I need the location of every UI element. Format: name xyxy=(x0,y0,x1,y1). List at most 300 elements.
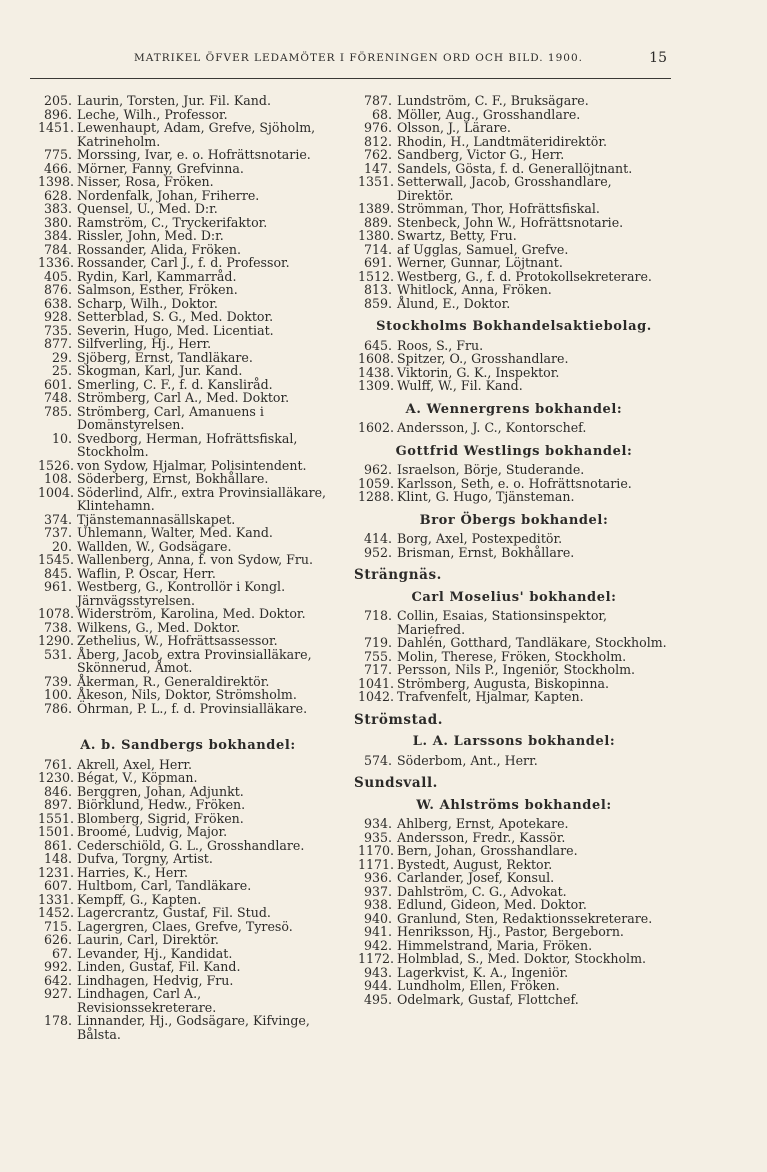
list-item xyxy=(38,1014,338,1041)
list-item xyxy=(38,758,338,772)
member-name: Uhlemann, Walter, Med. Kand. xyxy=(77,525,273,540)
list-item xyxy=(358,912,670,926)
member-name: Linnander, Hj., Godsägare, Kifvinge, Bålsta. xyxy=(77,1013,310,1042)
member-name: Wilkens, G., Med. Doktor. xyxy=(77,619,241,635)
member-name: Dufva, Torgny, Artist. xyxy=(77,851,213,866)
member-name: Morssing, Ivar, e. o. Hofrättsnotarie. xyxy=(77,147,311,162)
list-item xyxy=(38,324,338,338)
member-name: Dahlström, C. G., Advokat. xyxy=(397,883,567,899)
list-item xyxy=(358,270,670,284)
member-name: Akrell, Axel, Herr. xyxy=(77,756,193,772)
list-item xyxy=(358,256,670,270)
member-number: 384. xyxy=(43,228,72,243)
member-number: 1501. xyxy=(38,824,75,839)
member-number: 495. xyxy=(363,991,392,1007)
list-item xyxy=(358,339,670,353)
list-item xyxy=(38,189,338,203)
member-number: 20. xyxy=(51,538,72,554)
list-item xyxy=(358,939,670,953)
list-item xyxy=(358,898,670,912)
list-item xyxy=(358,283,670,297)
list-item xyxy=(38,839,338,853)
list-item xyxy=(358,94,670,108)
list-item xyxy=(358,885,670,899)
page-number: 15 xyxy=(649,50,667,66)
list-item xyxy=(38,202,338,216)
list-item xyxy=(358,477,670,491)
member-name: Lagergren, Claes, Grefve, Tyresö. xyxy=(77,918,293,934)
right-column xyxy=(354,93,670,1007)
list-item xyxy=(38,513,338,527)
member-number: 414. xyxy=(363,531,392,546)
entry-list xyxy=(358,421,670,435)
member-number: 100. xyxy=(43,687,72,702)
member-name: Nisser, Rosa, Fröken. xyxy=(77,174,214,189)
member-name: Lundström, C. F., Bruksägare. xyxy=(397,93,589,108)
member-number: 762. xyxy=(363,147,392,162)
member-name: Söderlind, Alfr., extra Provinsialläkare, Klintehamn. xyxy=(77,484,327,513)
list-item xyxy=(38,256,338,270)
member-number: 1512. xyxy=(358,268,395,284)
member-name: Bystedt, August, Rektor. xyxy=(397,856,553,872)
member-name: Salmson, Esther, Fröken. xyxy=(77,282,238,297)
entry-list xyxy=(358,94,670,310)
member-number: 1290. xyxy=(38,633,75,648)
member-number: 739. xyxy=(43,673,72,689)
list-item xyxy=(38,852,338,866)
list-item xyxy=(38,486,338,513)
entry-list xyxy=(358,817,670,1006)
member-name: Hultbom, Carl, Tandläkare. xyxy=(77,878,252,893)
list-item xyxy=(38,94,338,108)
member-name: Lewenhaupt, Adam, Grefve, Sjöholm, Katrineholm. xyxy=(77,120,316,149)
list-item xyxy=(358,175,670,202)
list-item xyxy=(358,379,670,393)
member-name: Roos, S., Fru. xyxy=(397,337,484,353)
list-item xyxy=(358,490,670,504)
member-number: 1059. xyxy=(358,475,395,491)
list-item xyxy=(38,771,338,785)
list-item xyxy=(358,663,670,677)
member-number: 628. xyxy=(43,187,72,203)
member-name: Smerling, C. F., f. d. Kansliråd. xyxy=(77,376,273,392)
member-name: Klint, G. Hugo, Tjänsteman. xyxy=(397,489,575,504)
member-name: Mörner, Fanny, Grefvinna. xyxy=(77,160,244,176)
member-name: Tjänstemannasällskapet. xyxy=(77,511,236,527)
member-name: Möller, Aug., Grosshandlare. xyxy=(397,106,581,122)
entry-list xyxy=(358,339,670,393)
member-name: Westberg, G., f. d. Protokollsekreterare. xyxy=(397,268,652,284)
member-name: Strömberg, Carl, Amanuens i Domänstyrelsen. xyxy=(77,403,264,432)
list-item xyxy=(358,352,670,366)
member-number: 1551. xyxy=(38,810,75,826)
list-item xyxy=(38,243,338,257)
member-number: 1389. xyxy=(358,201,395,216)
member-number: 601. xyxy=(43,376,72,392)
member-number: 1170. xyxy=(358,843,395,858)
list-item xyxy=(38,785,338,799)
member-name: Holmblad, S., Med. Doktor, Stockholm. xyxy=(397,951,647,966)
member-name: Ålund, E., Doktor. xyxy=(397,295,511,311)
member-number: 1288. xyxy=(358,489,395,504)
member-name: Wulff, W., Fil. Kand. xyxy=(397,378,523,393)
member-name: Quensel, U., Med. D:r. xyxy=(77,201,218,216)
member-name: Söderberg, Ernst, Bokhållare. xyxy=(77,471,269,486)
member-name: Nordenfalk, Johan, Friherre. xyxy=(77,187,260,203)
list-item xyxy=(38,825,338,839)
member-name: Åkerman, R., Generaldirektör. xyxy=(77,673,270,689)
section-heading: A. Wennergrens bokhandel: xyxy=(405,401,623,417)
member-name: Westberg, G., Kontrollör i Kongl. Järnvägsstyrelsen. xyxy=(77,579,286,608)
member-number: 859. xyxy=(363,295,392,311)
member-number: 714. xyxy=(363,241,392,257)
member-name: Persson, Nils P., Ingeniör, Stockholm. xyxy=(397,662,636,677)
list-item xyxy=(38,947,338,961)
member-number: 1438. xyxy=(358,364,395,380)
member-number: 1452. xyxy=(38,905,75,920)
member-number: 961. xyxy=(43,579,72,594)
list-item xyxy=(38,879,338,893)
list-item xyxy=(38,121,338,148)
list-item xyxy=(358,229,670,243)
list-item xyxy=(38,812,338,826)
member-number: 574. xyxy=(363,752,392,768)
member-name: Lindhagen, Hedvig, Fru. xyxy=(77,972,234,988)
member-name: Rossander, Carl J., f. d. Professor. xyxy=(77,255,290,270)
list-item xyxy=(38,553,338,567)
list-item xyxy=(38,472,338,486)
section-heading: Gottfrid Westlings bokhandel: xyxy=(395,443,633,459)
member-name: Odelmark, Gustaf, Flottchef. xyxy=(397,991,579,1007)
list-item xyxy=(358,871,670,885)
member-number: 383. xyxy=(43,201,72,216)
list-item xyxy=(358,108,670,122)
list-item xyxy=(358,858,670,872)
member-number: 897. xyxy=(43,797,72,812)
list-item xyxy=(358,979,670,993)
member-number: 786. xyxy=(43,700,72,716)
member-number: 896. xyxy=(43,106,72,122)
member-number: 68. xyxy=(371,106,392,122)
member-name: Ramström, C., Tryckerifaktor. xyxy=(77,214,268,230)
entry-list xyxy=(358,609,670,704)
member-name: Collin, Esaias, Stationsinspektor, Mariefred. xyxy=(397,608,608,637)
list-item xyxy=(358,162,670,176)
member-name: Stenbeck, John W., Hofrättsnotarie. xyxy=(397,214,624,230)
list-item xyxy=(358,844,670,858)
list-item xyxy=(358,966,670,980)
list-item xyxy=(38,283,338,297)
section-heading: Stockholms Bokhandelsaktiebolag. xyxy=(376,319,652,334)
member-number: 935. xyxy=(363,829,392,845)
member-name: Kempff, G., Kapten. xyxy=(77,891,202,907)
member-number: 944. xyxy=(363,978,392,993)
member-number: 380. xyxy=(43,214,72,230)
member-number: 937. xyxy=(363,883,392,899)
member-name: Åkeson, Nils, Doktor, Strömsholm. xyxy=(77,687,297,702)
list-item xyxy=(38,229,338,243)
list-item xyxy=(358,366,670,380)
list-item xyxy=(38,148,338,162)
member-number: 761. xyxy=(43,756,72,772)
member-name: Andersson, J. C., Kontorschef. xyxy=(397,420,587,435)
list-item xyxy=(38,607,338,621)
member-number: 1351. xyxy=(358,174,395,189)
city-heading: Sundsvall. xyxy=(354,775,438,791)
member-name: Wallenberg, Anna, f. von Sydow, Fru. xyxy=(77,552,313,567)
member-number: 1380. xyxy=(358,228,395,243)
member-name: Leche, Wilh., Professor. xyxy=(77,106,228,122)
list-item xyxy=(38,108,338,122)
list-item xyxy=(358,546,670,560)
list-item xyxy=(38,405,338,432)
member-number: 1331. xyxy=(38,891,75,907)
list-item xyxy=(38,216,338,230)
member-number: 25. xyxy=(51,363,72,378)
member-number: 940. xyxy=(363,910,392,926)
member-name: Biörklund, Hedw., Fröken. xyxy=(77,797,246,812)
member-number: 1526. xyxy=(38,457,75,473)
member-number: 952. xyxy=(363,544,392,560)
member-number: 861. xyxy=(43,837,72,853)
list-item xyxy=(38,175,338,189)
member-name: Blomberg, Sigrid, Fröken. xyxy=(77,810,244,826)
member-name: Öhrman, P. L., f. d. Provinsialläkare. xyxy=(77,700,308,716)
member-name: Harries, K., Herr. xyxy=(77,864,188,880)
list-item xyxy=(38,688,338,702)
member-name: Zethelius, W., Hofrättsassessor. xyxy=(77,633,278,648)
member-number: 1078. xyxy=(38,606,75,621)
member-number: 889. xyxy=(363,214,392,230)
member-name: Borg, Axel, Postexpeditör. xyxy=(397,531,563,546)
member-name: af Ugglas, Samuel, Grefve. xyxy=(397,241,569,257)
member-number: 626. xyxy=(43,932,72,947)
member-number: 934. xyxy=(363,816,392,831)
member-name: Rossander, Alida, Fröken. xyxy=(77,241,242,257)
member-number: 785. xyxy=(43,403,72,419)
member-number: 108. xyxy=(43,471,72,486)
list-item xyxy=(38,960,338,974)
list-item xyxy=(358,677,670,691)
member-number: 1231. xyxy=(38,864,75,880)
member-number: 812. xyxy=(363,133,392,149)
member-name: Bern, Johan, Grosshandlare. xyxy=(397,843,578,858)
page-header: MATRIKEL ÖFVER LEDAMÖTER I FÖRENINGEN ORD OCH BILD. 1900. xyxy=(133,52,583,64)
member-name: Svedborg, Herman, Hofrättsfiskal, Stockholm. xyxy=(77,430,298,459)
member-name: Carlander, Josef, Konsul. xyxy=(397,870,555,885)
list-item xyxy=(38,675,338,689)
member-number: 738. xyxy=(43,619,72,635)
member-number: 943. xyxy=(363,964,392,980)
list-item xyxy=(358,216,670,230)
list-item xyxy=(358,463,670,477)
member-name: Laurin, Torsten, Jur. Fil. Kand. xyxy=(77,93,271,108)
member-number: 29. xyxy=(51,349,72,365)
member-name: Åberg, Jacob, extra Provinsialläkare, Skönnerud, Åmot. xyxy=(77,646,312,675)
member-name: Lindhagen, Carl A., Revisionssekreterare. xyxy=(77,986,217,1015)
member-number: 715. xyxy=(43,918,72,934)
member-number: 1608. xyxy=(358,351,395,366)
member-number: 717. xyxy=(363,662,392,677)
list-item xyxy=(358,650,670,664)
member-number: 941. xyxy=(363,924,392,939)
list-item xyxy=(358,532,670,546)
list-item xyxy=(38,580,338,607)
member-number: 642. xyxy=(43,972,72,988)
list-item xyxy=(38,297,338,311)
section-heading: L. A. Larssons bokhandel: xyxy=(412,734,616,749)
member-name: Strömman, Thor, Hofrättsfiskal. xyxy=(397,201,600,216)
member-number: 845. xyxy=(43,565,72,581)
list-item xyxy=(38,634,338,648)
list-item xyxy=(38,364,338,378)
member-number: 1451. xyxy=(38,120,75,135)
member-number: 938. xyxy=(363,897,392,912)
member-name: Olsson, J., Lärare. xyxy=(397,120,511,135)
member-number: 607. xyxy=(43,878,72,893)
member-name: Whitlock, Anna, Fröken. xyxy=(397,282,552,297)
list-item xyxy=(358,148,670,162)
member-number: 1545. xyxy=(38,552,75,567)
member-name: Berggren, Johan, Adjunkt. xyxy=(77,783,244,799)
member-number: 638. xyxy=(43,295,72,311)
list-item xyxy=(358,202,670,216)
member-name: Severin, Hugo, Med. Licentiat. xyxy=(77,322,274,338)
member-number: 737. xyxy=(43,525,72,540)
list-item xyxy=(38,933,338,947)
member-name: Edlund, Gideon, Med. Doktor. xyxy=(397,897,587,912)
member-name: Wallden, W., Godsägare. xyxy=(77,538,232,554)
member-number: 10. xyxy=(51,430,72,446)
member-name: Cederschiöld, G. L., Grosshandlare. xyxy=(77,837,305,853)
member-number: 936. xyxy=(363,870,392,885)
list-item xyxy=(38,270,338,284)
member-name: Brisman, Ernst, Bokhållare. xyxy=(397,544,575,560)
city-heading: Strömstad. xyxy=(354,711,444,728)
member-number: 1602. xyxy=(358,420,395,435)
list-item xyxy=(358,421,670,435)
member-number: 645. xyxy=(363,337,392,353)
member-name: Viktorin, G. K., Inspektor. xyxy=(397,364,560,380)
list-item xyxy=(38,351,338,365)
list-item xyxy=(358,297,670,311)
member-number: 942. xyxy=(363,937,392,953)
member-number: 976. xyxy=(363,120,392,135)
member-number: 927. xyxy=(43,986,72,1001)
list-item xyxy=(358,243,670,257)
member-number: 148. xyxy=(43,851,72,866)
list-item xyxy=(38,906,338,920)
member-name: Werner, Gunnar, Löjtnant. xyxy=(397,255,563,270)
member-name: Lagercrantz, Gustaf, Fil. Stud. xyxy=(77,905,271,920)
member-name: Söderbom, Ant., Herr. xyxy=(397,752,538,768)
member-number: 992. xyxy=(43,959,72,974)
member-name: Laurin, Carl, Direktör. xyxy=(77,932,219,947)
left-column xyxy=(38,94,338,1041)
city-heading: Strängnäs. xyxy=(354,567,442,583)
member-name: Waflin, P. Oscar, Herr. xyxy=(77,565,216,581)
member-number: 405. xyxy=(43,268,72,284)
member-name: Strömberg, Augusta, Biskopinna. xyxy=(397,675,610,691)
member-name: Swartz, Betty, Fru. xyxy=(397,228,517,243)
entry-list xyxy=(358,532,670,559)
member-number: 846. xyxy=(43,783,72,799)
list-item xyxy=(38,920,338,934)
member-number: 813. xyxy=(363,282,392,297)
member-number: 205. xyxy=(43,93,72,108)
member-number: 719. xyxy=(363,635,392,650)
member-number: 691. xyxy=(363,255,392,270)
member-name: Lagerkvist, K. A., Ingeniör. xyxy=(397,964,569,980)
list-item xyxy=(358,831,670,845)
entry-list xyxy=(38,94,338,715)
list-item xyxy=(358,135,670,149)
list-item xyxy=(38,310,338,324)
member-name: Dahlén, Gotthard, Tandläkare, Stockholm. xyxy=(397,635,667,650)
member-number: 1398. xyxy=(38,174,75,189)
member-number: 1336. xyxy=(38,255,75,270)
member-number: 962. xyxy=(363,462,392,477)
member-name: Sandels, Gösta, f. d. Generallöjtnant. xyxy=(397,160,633,176)
section-heading: Carl Moselius' bokhandel: xyxy=(411,589,617,605)
member-number: 466. xyxy=(43,160,72,176)
section-heading: Bror Öbergs bokhandel: xyxy=(419,512,609,528)
list-item xyxy=(38,648,338,675)
member-number: 1004. xyxy=(38,484,75,500)
member-number: 787. xyxy=(363,93,392,108)
member-name: Rydin, Karl, Kammarråd. xyxy=(77,268,237,284)
list-item xyxy=(358,690,670,704)
member-name: Andersson, Fredr., Kassör. xyxy=(397,829,566,845)
member-name: Lundholm, Ellen, Fröken. xyxy=(397,978,560,993)
member-name: Sandberg, Victor G., Herr. xyxy=(397,147,565,162)
list-item xyxy=(38,540,338,554)
member-name: Trafvenfelt, Hjalmar, Kapten. xyxy=(397,689,584,704)
member-number: 1172. xyxy=(358,951,395,966)
list-item xyxy=(38,162,338,176)
member-number: 1171. xyxy=(358,856,395,872)
member-name: Broomé, Ludvig, Major. xyxy=(77,824,228,839)
member-name: Henriksson, Hj., Pastor, Bergeborn. xyxy=(397,924,624,939)
header-rule xyxy=(30,78,671,79)
list-item xyxy=(38,337,338,351)
member-number: 531. xyxy=(43,646,72,662)
list-item xyxy=(38,798,338,812)
list-item xyxy=(38,621,338,635)
list-item xyxy=(358,636,670,650)
list-item xyxy=(38,567,338,581)
member-number: 775. xyxy=(43,147,72,162)
member-name: Rissler, John, Med. D:r. xyxy=(77,228,224,243)
list-item xyxy=(38,702,338,716)
member-number: 1230. xyxy=(38,770,75,785)
list-item xyxy=(358,925,670,939)
entry-list xyxy=(358,463,670,504)
member-name: Setterwall, Jacob, Grosshandlare, Direktör. xyxy=(397,174,612,203)
member-number: 877. xyxy=(43,336,72,351)
member-name: Bégat, V., Köpman. xyxy=(77,770,198,785)
member-number: 748. xyxy=(43,390,72,405)
list-item xyxy=(358,817,670,831)
member-name: Rhodin, H., Landtmäteridirektör. xyxy=(397,133,607,149)
list-item xyxy=(358,993,670,1007)
member-number: 374. xyxy=(43,511,72,527)
member-number: 1042. xyxy=(358,689,395,704)
member-number: 1309. xyxy=(358,378,395,393)
member-name: Ahlberg, Ernst, Apotekare. xyxy=(397,816,569,831)
member-number: 718. xyxy=(363,608,392,623)
member-name: Spitzer, O., Grosshandlare. xyxy=(397,351,569,366)
